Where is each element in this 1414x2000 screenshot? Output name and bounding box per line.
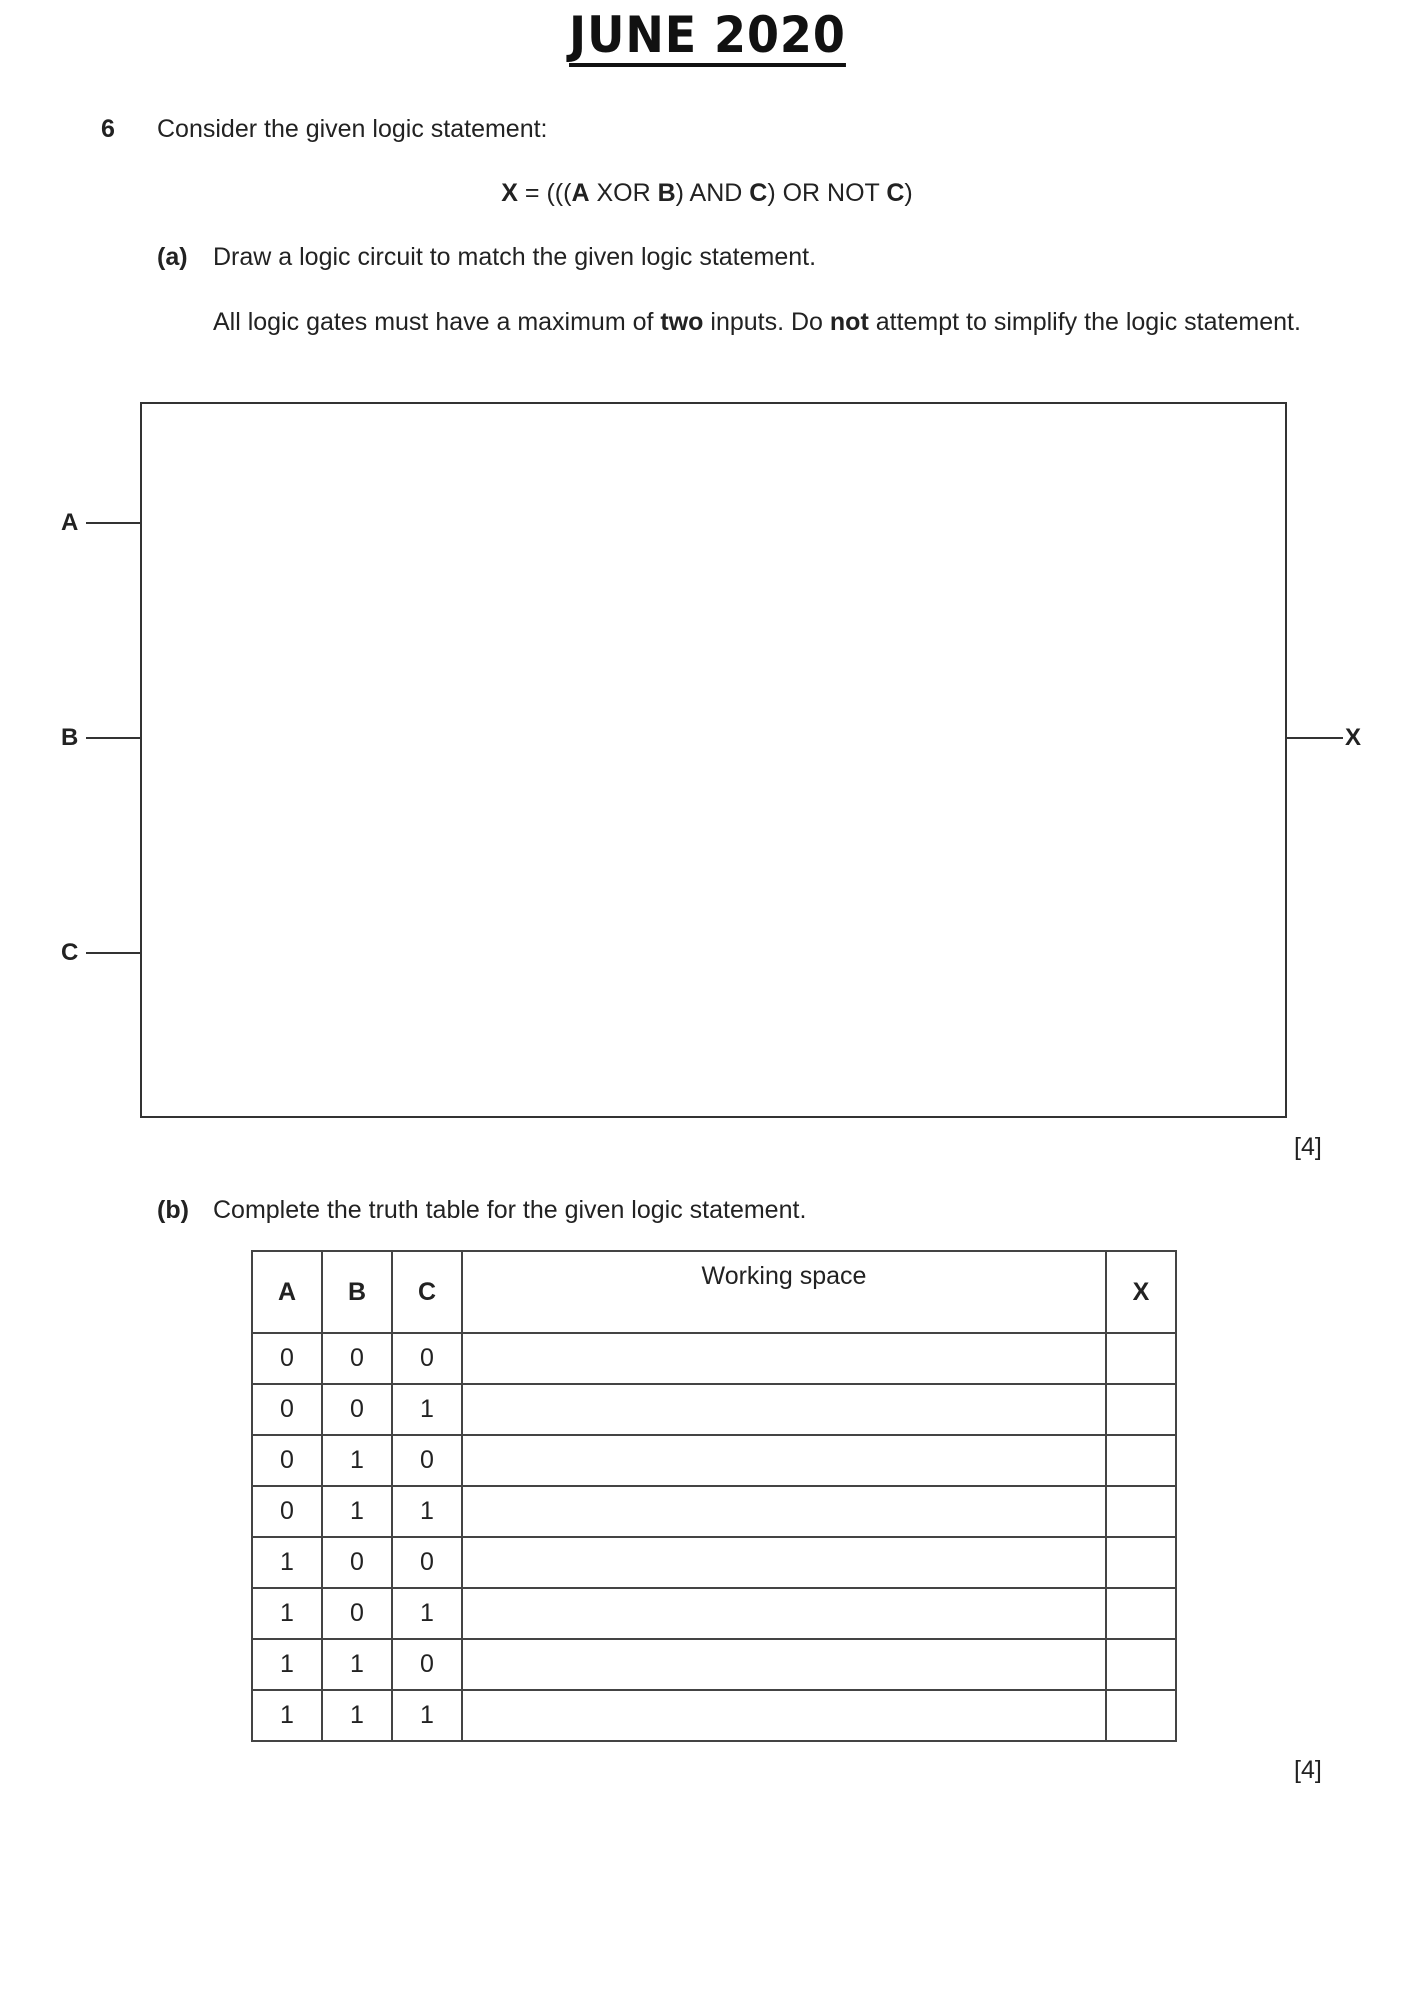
cell-c: 0: [392, 1435, 462, 1486]
cell-c: 0: [392, 1537, 462, 1588]
cell-c: 0: [392, 1333, 462, 1384]
cell-b: 1: [322, 1639, 392, 1690]
page-title: [0, 6, 1414, 67]
formula-c2: C: [886, 179, 905, 207]
cell-c: 1: [392, 1690, 462, 1741]
cell-c: 1: [392, 1384, 462, 1435]
cell-c: 0: [392, 1639, 462, 1690]
input-label-c: C: [61, 939, 79, 966]
cell-x-answer[interactable]: [1106, 1690, 1176, 1741]
formula-xor: XOR: [589, 179, 658, 207]
cell-x-answer[interactable]: [1106, 1588, 1176, 1639]
formula-ornot: ) OR NOT: [767, 179, 887, 207]
formula-close: ): [904, 179, 913, 207]
part-a-label: (a): [157, 243, 188, 271]
cell-b: 0: [322, 1384, 392, 1435]
output-label-x: X: [1345, 724, 1362, 751]
input-label-b: B: [61, 724, 79, 751]
cell-a: 0: [252, 1435, 322, 1486]
table-row: [252, 1588, 1176, 1639]
cell-a: 1: [252, 1537, 322, 1588]
cell-a: 0: [252, 1486, 322, 1537]
header-c: C: [392, 1251, 462, 1333]
cell-x-answer[interactable]: [1106, 1333, 1176, 1384]
cell-a: 1: [252, 1588, 322, 1639]
output-wire-x: [1287, 737, 1343, 739]
part-a-text: Draw a logic circuit to match the given logic statement.: [213, 243, 817, 271]
cell-x-answer[interactable]: [1106, 1384, 1176, 1435]
cell-x-answer[interactable]: [1106, 1639, 1176, 1690]
cell-working-space[interactable]: [462, 1537, 1106, 1588]
part-b-text: Complete the truth table for the given logic statement.: [213, 1196, 807, 1224]
input-wire-a: [86, 522, 140, 524]
instruction-text-1: All logic gates must have a maximum of: [213, 308, 661, 336]
cell-a: 1: [252, 1690, 322, 1741]
header-x: X: [1106, 1251, 1176, 1333]
formula-x: X: [501, 179, 518, 207]
cell-b: 0: [322, 1537, 392, 1588]
truth-table: [251, 1250, 1177, 1742]
table-row: [252, 1333, 1176, 1384]
cell-working-space[interactable]: [462, 1588, 1106, 1639]
cell-x-answer[interactable]: [1106, 1486, 1176, 1537]
logic-statement: [0, 179, 1414, 208]
input-wire-c: [86, 952, 140, 954]
cell-b: 1: [322, 1435, 392, 1486]
instruction-text-2: inputs. Do: [703, 308, 830, 336]
cell-working-space[interactable]: [462, 1639, 1106, 1690]
table-row: [252, 1537, 1176, 1588]
cell-a: 0: [252, 1384, 322, 1435]
cell-a: 0: [252, 1333, 322, 1384]
cell-b: 0: [322, 1588, 392, 1639]
cell-working-space[interactable]: [462, 1384, 1106, 1435]
part-a-instruction: [213, 306, 1325, 338]
question-intro: Consider the given logic statement:: [157, 115, 548, 143]
question-number: 6: [101, 115, 115, 143]
table-row: [252, 1639, 1176, 1690]
table-row: [252, 1435, 1176, 1486]
table-row: [252, 1384, 1176, 1435]
cell-b: 1: [322, 1486, 392, 1537]
table-row: [252, 1690, 1176, 1741]
cell-working-space[interactable]: [462, 1435, 1106, 1486]
cell-x-answer[interactable]: [1106, 1435, 1176, 1486]
part-b-label: (b): [157, 1196, 189, 1224]
cell-x-answer[interactable]: [1106, 1537, 1176, 1588]
header-a: A: [252, 1251, 322, 1333]
instruction-bold-two: two: [660, 308, 704, 336]
formula-eq: = (((: [517, 179, 572, 207]
cell-c: 1: [392, 1486, 462, 1537]
page-title-text: JUNE 2020: [569, 7, 846, 67]
formula-b: B: [657, 179, 676, 207]
input-wire-b: [86, 737, 140, 739]
instruction-text-3: attempt to simplify the logic statement.: [868, 308, 1301, 336]
header-working-space: Working space: [462, 1251, 1106, 1333]
formula-a: A: [571, 179, 590, 207]
cell-working-space[interactable]: [462, 1333, 1106, 1384]
part-b-marks: [4]: [1294, 1756, 1322, 1784]
cell-working-space[interactable]: [462, 1486, 1106, 1537]
header-b: B: [322, 1251, 392, 1333]
circuit-drawing-area[interactable]: [140, 402, 1287, 1118]
cell-working-space[interactable]: [462, 1690, 1106, 1741]
instruction-bold-not: not: [829, 308, 869, 336]
cell-b: 1: [322, 1690, 392, 1741]
table-row: [252, 1486, 1176, 1537]
part-a-marks: [4]: [1294, 1133, 1322, 1161]
cell-c: 1: [392, 1588, 462, 1639]
cell-b: 0: [322, 1333, 392, 1384]
formula-and: ) AND: [675, 179, 750, 207]
cell-a: 1: [252, 1639, 322, 1690]
formula-c1: C: [749, 179, 768, 207]
truth-table-header-row: [252, 1251, 1176, 1333]
input-label-a: A: [61, 509, 79, 536]
